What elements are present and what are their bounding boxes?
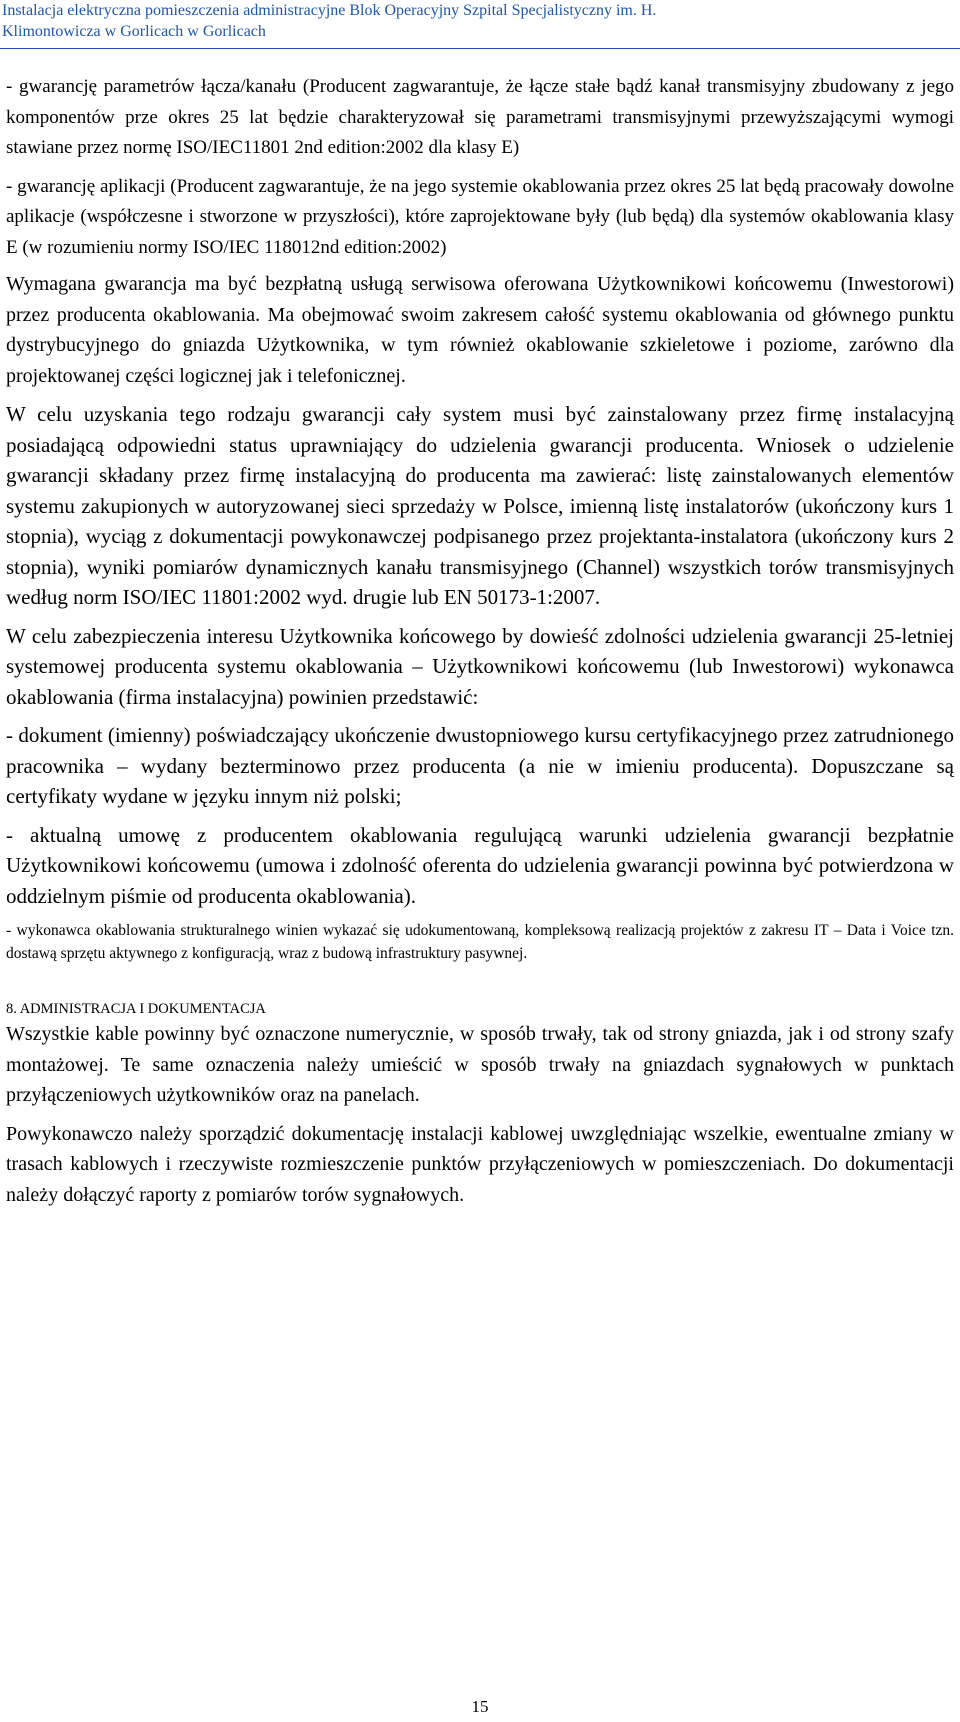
- page-number: 15: [471, 1697, 489, 1716]
- paragraph-guarantee-conditions: W celu uzyskania tego rodzaju gwarancji cały system musi być zainstalowany przez firmę instalacyjną posiadającą odpowiedni status uprawniający do udzielenia gwarancji producenta. Wniosek o udzielenie gwarancji składany przez firmę instalacyjną do producenta ma zawierać: listę zainstalowanych elementów systemu zakupionych w autoryzowanej sieci sprzedaży w Polsce, imienną listę instalatorów (ukończony kurs 1 stopnia), wyciąg z dokumentacji powykonawczej podpisanego przez projektanta-instalatora (ukończony kurs 2 stopnia), wyniki pomiarów dynamicznych kanału transmisyjnego (Channel) wszystkich torów transmisyjnych według norm ISO/IEC 11801:2002 wyd. drugie lub EN 50173-1:2007.: [6, 402, 954, 609]
- paragraph-user-interest: W celu zabezpieczenia interesu Użytkownika końcowego by dowieść zdolności udzielenia gwarancji 25-letniej systemowej producenta systemu okablowania – Użytkownikowi końcowemu (lub Inwestorowi) wykonawca okablowania (firma instalacyjna) powinien przedstawić:: [6, 623, 954, 709]
- document-body: [6, 72, 954, 1210]
- paragraph-as-built-documentation: Powykonawczo należy sporządzić dokumentację instalacji kablowej uwzględniając wszelkie, ewentualne zmiany w trasach kablowych i rzeczywiste rozmieszczenie punktów przyłączeniowych w pomieszczeniach. Do dokumentacji należy dołączyć raporty z pomiarów torów sygnałowych.: [6, 1122, 954, 1206]
- paragraph-cable-labeling: Wszystkie kable powinny być oznaczone numerycznie, w sposób trwały, tak od strony gniazda, jak i od strony szafy montażowej. Te same oznaczenia należy umieścić w sposób trwały na gniazdach sygnałowych w punktach przyłączeniowych użytkowników oraz na panelach.: [6, 1023, 954, 1106]
- running-header: [0, 0, 960, 42]
- header-line-2: Klimontowicza w Gorlicach w Gorlicach: [2, 23, 266, 40]
- header-divider: [0, 48, 960, 49]
- header-line-1: Instalacja elektryczna pomieszczenia administracyjne Blok Operacyjny Szpital Specjalistyczny im. H.: [2, 2, 657, 19]
- paragraph-contractor-experience: - wykonawca okablowania strukturalnego winien wykazać się udokumentowaną, kompleksową realizacją projektów z zakresu IT – Data i Voice tzn. dostawą sprzętu aktywnego z konfiguracją, wraz z budową infrastruktury pasywnej.: [6, 922, 954, 962]
- paragraph-link-guarantee: - gwarancję parametrów łącza/kanału (Producent zagwarantuje, że łącze stałe bądź kanał transmisyjny zbudowany z jego komponentów prze okres 25 lat będzie charakteryzował się parametrami transmisyjnymi przewyższającymi wymogi stawiane przez normę ISO/IEC11801 2nd edition:2002 dla klasy E): [6, 76, 954, 158]
- paragraph-required-guarantee: Wymagana gwarancja ma być bezpłatną usługą serwisowa oferowana Użytkownikowi końcowemu (Inwestorowi) przez producenta okablowania. Ma obejmować swoim zakresem całość systemu okablowania od głównego punktu dystrybucyjnego do gniazda Użytkownika, w tym również okablowanie szkieletowe i poziome, zarówno dla projektowanej części logicznej jak i telefonicznej.: [6, 273, 954, 387]
- paragraph-agreement: - aktualną umowę z producentem okablowania regulującą warunki udzielenia gwarancji bezpłatnie Użytkownikowi końcowemu (umowa i zdolność oferenta do udzielenia gwarancji powinna być potwierdzona w oddzielnym piśmie od producenta okablowania).: [6, 822, 954, 908]
- section-heading: 8. ADMINISTRACJA I DOKUMENTACJA: [6, 1001, 266, 1017]
- paragraph-application-guarantee: - gwarancję aplikacji (Producent zagwarantuje, że na jego systemie okablowania przez okres 25 lat będą pracowały dowolne aplikacje (współczesne i stworzone w przyszłości), które zaprojektowane były (lub będą) dla systemów okablowania klasy E (w rozumieniu normy ISO/IEC 118012nd edition:2002): [6, 175, 954, 258]
- paragraph-certificate: - dokument (imienny) poświadczający ukończenie dwustopniowego kursu certyfikacyjnego przez zatrudnionego pracownika – wydany bezterminowo przez producenta (a nie w imieniu producenta). Dopuszczane są certyfikaty wydane w języku innym niż polski;: [6, 723, 954, 808]
